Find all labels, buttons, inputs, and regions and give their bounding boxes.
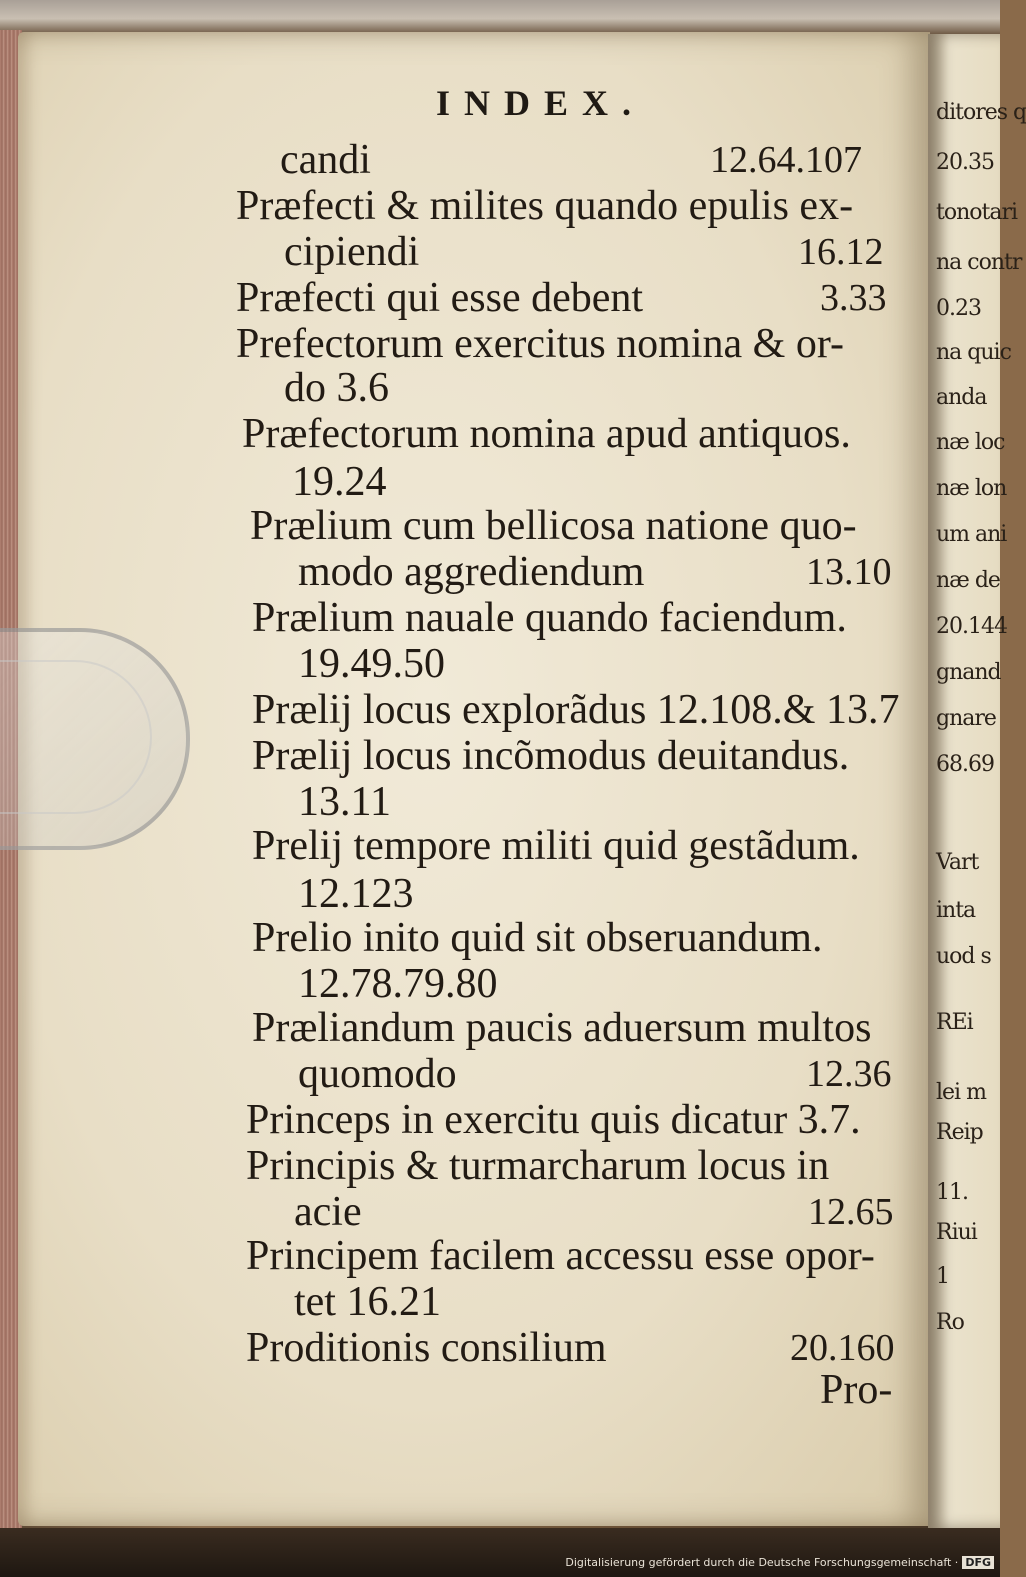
index-entry: Principem facilem accessu esse opor- [246, 1233, 875, 1279]
index-ref: 13.10 [806, 551, 892, 593]
index-entry: quomodo [298, 1051, 457, 1097]
next-page-line: Riui [936, 1220, 977, 1245]
index-entry: Prælium cum bellicosa natione quo- [250, 503, 857, 549]
index-entry: Præfecti qui esse debent [236, 275, 644, 321]
index-entry: Prælij locus explorãdus 12.108.& 13.7 [252, 687, 900, 733]
index-ref: 16.12 [798, 231, 884, 273]
next-page-line: lei m [936, 1080, 986, 1105]
index-entry: do 3.6 [284, 365, 389, 411]
index-entry: 12.78.79.80 [298, 961, 498, 1007]
next-page-line: gnand [936, 660, 1001, 685]
next-page-line: uod s [936, 944, 991, 969]
next-page-fragment [928, 34, 1026, 1528]
next-page-line: gnare [936, 706, 996, 731]
index-entry: Præfectorum nomina apud antiquos. [242, 411, 851, 457]
next-page-line: Ro [936, 1310, 964, 1335]
index-entry: modo aggrediendum [298, 549, 645, 595]
index-ref: 3.33 [820, 277, 887, 319]
index-ref: 20.160 [790, 1327, 895, 1369]
index-entry: acie [294, 1189, 362, 1235]
index-entry: 12.123 [298, 871, 414, 917]
index-ref: 12.65 [808, 1191, 894, 1233]
next-page-line: næ de [936, 568, 1000, 593]
index-entry: Prefectorum exercitus nomina & or- [236, 321, 844, 367]
next-page-line: næ loc [936, 430, 1005, 455]
next-page-line: Reip [936, 1120, 983, 1145]
next-page-line: um ani [936, 522, 1007, 547]
index-entry: Princeps in exercitu quis dicatur 3.7. [246, 1097, 861, 1143]
next-page-line: inta [936, 898, 976, 923]
credit-text: Digitalisierung gefördert durch die Deutsche Forschungsgemeinschaft · [565, 1556, 959, 1569]
digitization-credit [565, 1556, 994, 1569]
next-page-line: ditores q [936, 100, 1026, 125]
index-entry: Prælij locus incõmodus deuitandus. [252, 733, 850, 779]
index-entry: Prælium nauale quando faciendum. [252, 595, 847, 641]
next-page-line: 20.144 [936, 614, 1007, 639]
next-page-line: na quic [936, 340, 1011, 365]
index-entry: 13.11 [298, 779, 391, 825]
index-entry: Prelio inito quid sit obseruandum. [252, 915, 823, 961]
index-ref: 12.36 [806, 1053, 892, 1095]
index-entry: Principis & turmarcharum locus in [246, 1143, 830, 1189]
next-page-line: næ lon [936, 476, 1007, 501]
index-entry: candi [280, 137, 371, 183]
next-page-line: tonotari [936, 200, 1018, 225]
index-entry: Prelij tempore militi quid gestãdum. [252, 823, 860, 869]
index-entry: 19.24 [292, 459, 387, 505]
page-top-edge [0, 0, 1000, 34]
index-entry: Proditionis consilium [246, 1325, 607, 1371]
next-page-line: 11. [936, 1180, 968, 1205]
catchword: Pro- [820, 1367, 893, 1413]
index-entry: tet 16.21 [294, 1279, 441, 1325]
index-ref: 12.64.107 [710, 139, 862, 181]
dfg-logo: DFG [962, 1556, 994, 1569]
next-page-line: anda [936, 385, 987, 410]
page-header: INDEX. [436, 83, 646, 123]
index-entry: Præliandum paucis aduersum multos [252, 1005, 872, 1051]
next-page-line: 0.23 [936, 296, 981, 321]
index-entry: 19.49.50 [298, 641, 445, 687]
next-page-line: 20.35 [936, 150, 994, 175]
next-page-line: 68.69 [936, 752, 994, 777]
page-bottom-edge [0, 1528, 1000, 1577]
next-page-line: na contr [936, 250, 1022, 275]
next-page-line: 1 [936, 1264, 949, 1289]
page-clip-inner [0, 660, 152, 814]
index-entry: cipiendi [284, 229, 420, 275]
next-page-line: REi [936, 1010, 973, 1035]
index-entry: Præfecti & milites quando epulis ex- [236, 183, 854, 229]
next-page-line: Vart [936, 850, 979, 875]
